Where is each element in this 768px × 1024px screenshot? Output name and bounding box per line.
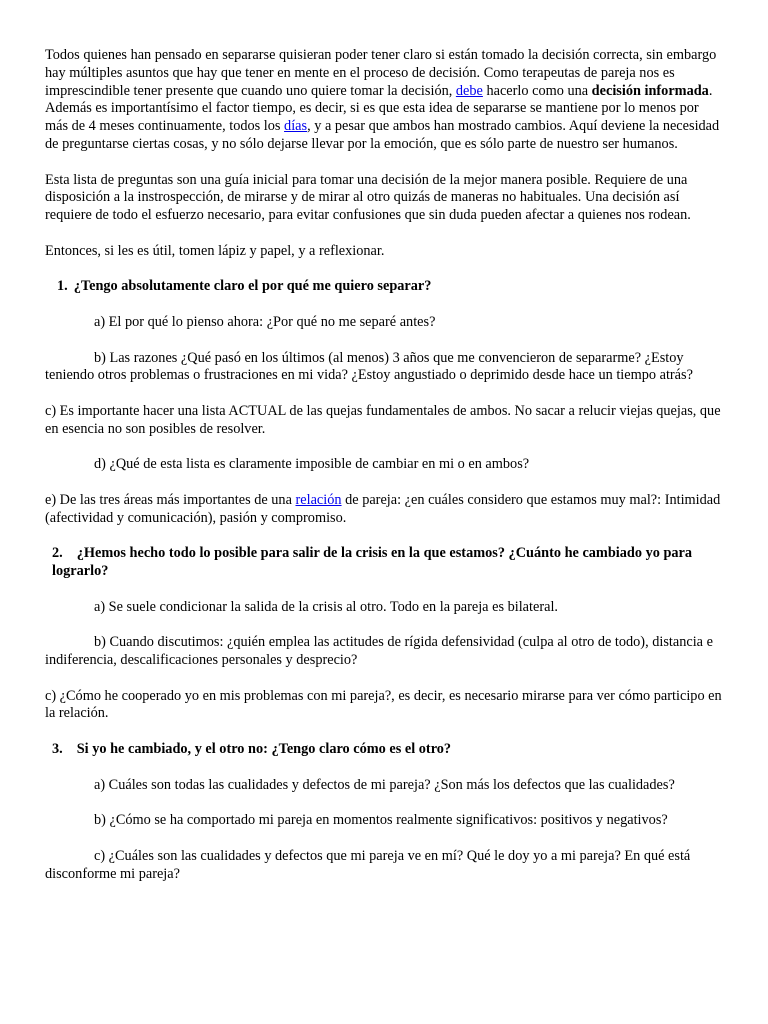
section-1-item-b: b) Las razones ¿Qué pasó en los últimos (al menos) 3 años que me convencieron de separarme? ¿Estoy teniendo otros problemas o frustraciones en mi vida? ¿Estoy angustiado o deprimido desde hace un tiempo atrás? xyxy=(45,349,693,384)
section-2-number: 2. xyxy=(52,545,63,562)
section-3-item-b: b) ¿Cómo se ha comportado mi pareja en momentos realmente significativos: positivos y negativos? xyxy=(94,812,668,829)
section-1-number: 1. xyxy=(57,278,68,295)
bold-decision-informada: decisión informada xyxy=(591,82,709,99)
intro-paragraph-1: Todos quienes han pensado en separarse quisieran poder tener claro si están tomado la decisión correcta, sin embargo hay múltiples asuntos que hay que tener en mente en el proceso de decisión. Como terapeutas de pareja nos es imprescindible tener presente que cuando uno quiere tomar la decisión, debe hacerlo como una decisión informada. Además es importantísimo el factor tiempo, es decir, si es que esta idea de separarse se mantiene por lo menos por más de 4 meses continuamente, todos los días, y a pesar que ambos han mostrado cambios. Aquí deviene la necesidad de preguntarse ciertas cosas, y no sólo dejarse llevar por la emoción, que es sólo parte de nuestro ser humanos. xyxy=(45,47,720,152)
intro-paragraph-3: Entonces, si les es útil, tomen lápiz y papel, y a reflexionar. xyxy=(45,242,385,259)
link-debe[interactable]: debe xyxy=(455,82,483,99)
intro-paragraph-2: Esta lista de preguntas son una guía inicial para tomar una decisión de la mejor manera posible. Requiere de una disposición a la instrospección, de mirarse y de mirar al otro quizás de maneras no habituales. Una decisión así requiere de todo el esfuerzo necesario, para evitar confusiones que sin duda pueden afectar a quienes nos rodean. xyxy=(45,171,691,224)
section-2-item-c: c) ¿Cómo he cooperado yo en mis problemas con mi pareja?, es decir, es necesario mirarse para ver cómo participo en la relación. xyxy=(45,687,722,722)
section-3-item-c: c) ¿Cuáles son las cualidades y defectos que mi pareja ve en mí? Qué le doy yo a mi pareja? En qué está disconforme mi pareja? xyxy=(45,847,691,882)
section-1-title: ¿Tengo absolutamente claro el por qué me quiero separar? xyxy=(73,278,432,295)
document-page xyxy=(45,47,725,901)
section-3-item-a: a) Cuáles son todas las cualidades y defectos de mi pareja? ¿Son más los defectos que las cualidades? xyxy=(94,776,675,793)
section-3-number: 3. xyxy=(52,741,63,758)
link-relacion[interactable]: relación xyxy=(295,491,342,508)
section-1-item-c: c) Es importante hacer una lista ACTUAL de las quejas fundamentales de ambos. No sacar a relucir viejas quejas, que en esencia no son posibles de resolver. xyxy=(45,402,721,437)
section-2-item-b: b) Cuando discutimos: ¿quién emplea las actitudes de rígida defensividad (culpa al otro de todo), distancia e indiferencia, descalificaciones personales y desprecio? xyxy=(45,634,713,669)
section-1-item-e: e) De las tres áreas más importantes de una relación de pareja: ¿en cuáles considero que estamos muy mal?: Intimidad (afectividad y comunicación), pasión y compromiso. xyxy=(45,491,721,526)
section-3-heading xyxy=(45,741,725,759)
section-2-item-a: a) Se suele condicionar la salida de la crisis al otro. Todo en la pareja es bilateral. xyxy=(94,598,558,615)
section-3-title: Si yo he cambiado, y el otro no: ¿Tengo claro cómo es el otro? xyxy=(76,741,452,758)
link-dias[interactable]: días xyxy=(284,118,308,135)
section-1-item-a: a) El por qué lo pienso ahora: ¿Por qué no me separé antes? xyxy=(94,313,436,330)
section-2-title: ¿Hemos hecho todo lo posible para salir de la crisis en la que estamos? ¿Cuánto he cambiado yo para lograrlo? xyxy=(52,545,693,580)
section-1-heading xyxy=(45,278,725,296)
section-2-heading xyxy=(45,545,725,581)
section-1-item-d: d) ¿Qué de esta lista es claramente imposible de cambiar en mi o en ambos? xyxy=(94,456,530,473)
